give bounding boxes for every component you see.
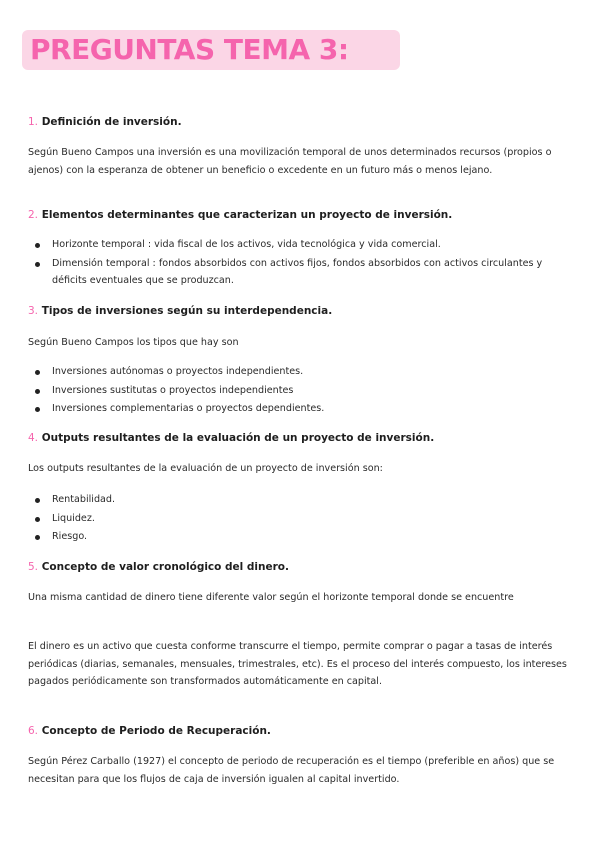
section-2-heading	[28, 209, 452, 221]
section-number: 4.	[28, 432, 39, 444]
section-3-paragraph: Según Bueno Campos los tipos que hay son	[28, 337, 239, 348]
section-title: Definición de inversión.	[41, 116, 182, 128]
list-item: Liquidez.	[28, 510, 568, 528]
section-1-paragraph: Según Bueno Campos una inversión es una movilización temporal de unos determinados recursos (propios o ajenos) con la esperanza de obtener un beneficio o excedente en un futuro más o menos lejano.	[28, 147, 552, 176]
section-3-heading	[28, 305, 332, 317]
section-2-list	[28, 236, 568, 291]
page-title: PREGUNTAS TEMA 3:	[30, 33, 349, 66]
section-6-heading	[28, 725, 271, 737]
section-number: 6.	[28, 725, 39, 737]
section-4-list	[28, 491, 568, 547]
list-item: Rentabilidad.	[28, 491, 568, 509]
title-highlight	[22, 30, 400, 70]
list-item: Horizonte temporal : vida fiscal de los activos, vida tecnológica y vida comercial.	[28, 236, 568, 254]
bullet-icon	[35, 498, 40, 503]
bullet-icon	[35, 535, 40, 540]
section-1-heading	[28, 116, 182, 128]
bullet-icon	[35, 389, 40, 394]
bullet-icon	[35, 370, 40, 375]
section-6-paragraph: Según Pérez Carballo (1927) el concepto de periodo de recuperación es el tiempo (preferible en años) que se necesitan para que los flujos de caja de inversión igualen al capital invertido.	[28, 756, 555, 785]
section-title: Outputs resultantes de la evaluación de un proyecto de inversión.	[41, 432, 435, 444]
section-number: 2.	[28, 209, 39, 221]
bullet-icon	[35, 517, 40, 522]
bullet-icon	[35, 407, 40, 412]
section-5-paragraph-2: El dinero es un activo que cuesta conforme transcurre el tiempo, permite comprar o pagar a tasas de interés periódicas (diarias, semanales, mensuales, trimestrales, etc). Es el proceso del interés compuesto, los intereses pagados periódicamente son transformados automáticamente en capital.	[28, 641, 567, 687]
list-item: Inversiones autónomas o proyectos independientes.	[28, 363, 568, 381]
section-title: Tipos de inversiones según su interdependencia.	[41, 305, 333, 317]
section-3-list	[28, 363, 568, 419]
bullet-icon	[35, 262, 40, 267]
bullet-icon	[35, 243, 40, 248]
section-title: Elementos determinantes que caracterizan un proyecto de inversión.	[41, 209, 453, 221]
section-number: 1.	[28, 116, 39, 128]
section-title: Concepto de Periodo de Recuperación.	[41, 725, 271, 737]
section-5-heading	[28, 561, 289, 573]
section-5-paragraph-1: Una misma cantidad de dinero tiene diferente valor según el horizonte temporal donde se encuentre	[28, 592, 514, 603]
list-item: Inversiones complementarias o proyectos dependientes.	[28, 400, 568, 418]
list-item: Inversiones sustitutas o proyectos independientes	[28, 382, 568, 400]
section-4-paragraph: Los outputs resultantes de la evaluación de un proyecto de inversión son:	[28, 463, 383, 474]
section-number: 3.	[28, 305, 39, 317]
section-title: Concepto de valor cronológico del dinero.	[41, 561, 290, 573]
list-item: Dimensión temporal : fondos absorbidos con activos fijos, fondos absorbidos con activos circulantes y déficits eventuales que se produzcan.	[28, 255, 568, 290]
section-number: 5.	[28, 561, 39, 573]
section-4-heading	[28, 432, 434, 444]
list-item: Riesgo.	[28, 528, 568, 546]
